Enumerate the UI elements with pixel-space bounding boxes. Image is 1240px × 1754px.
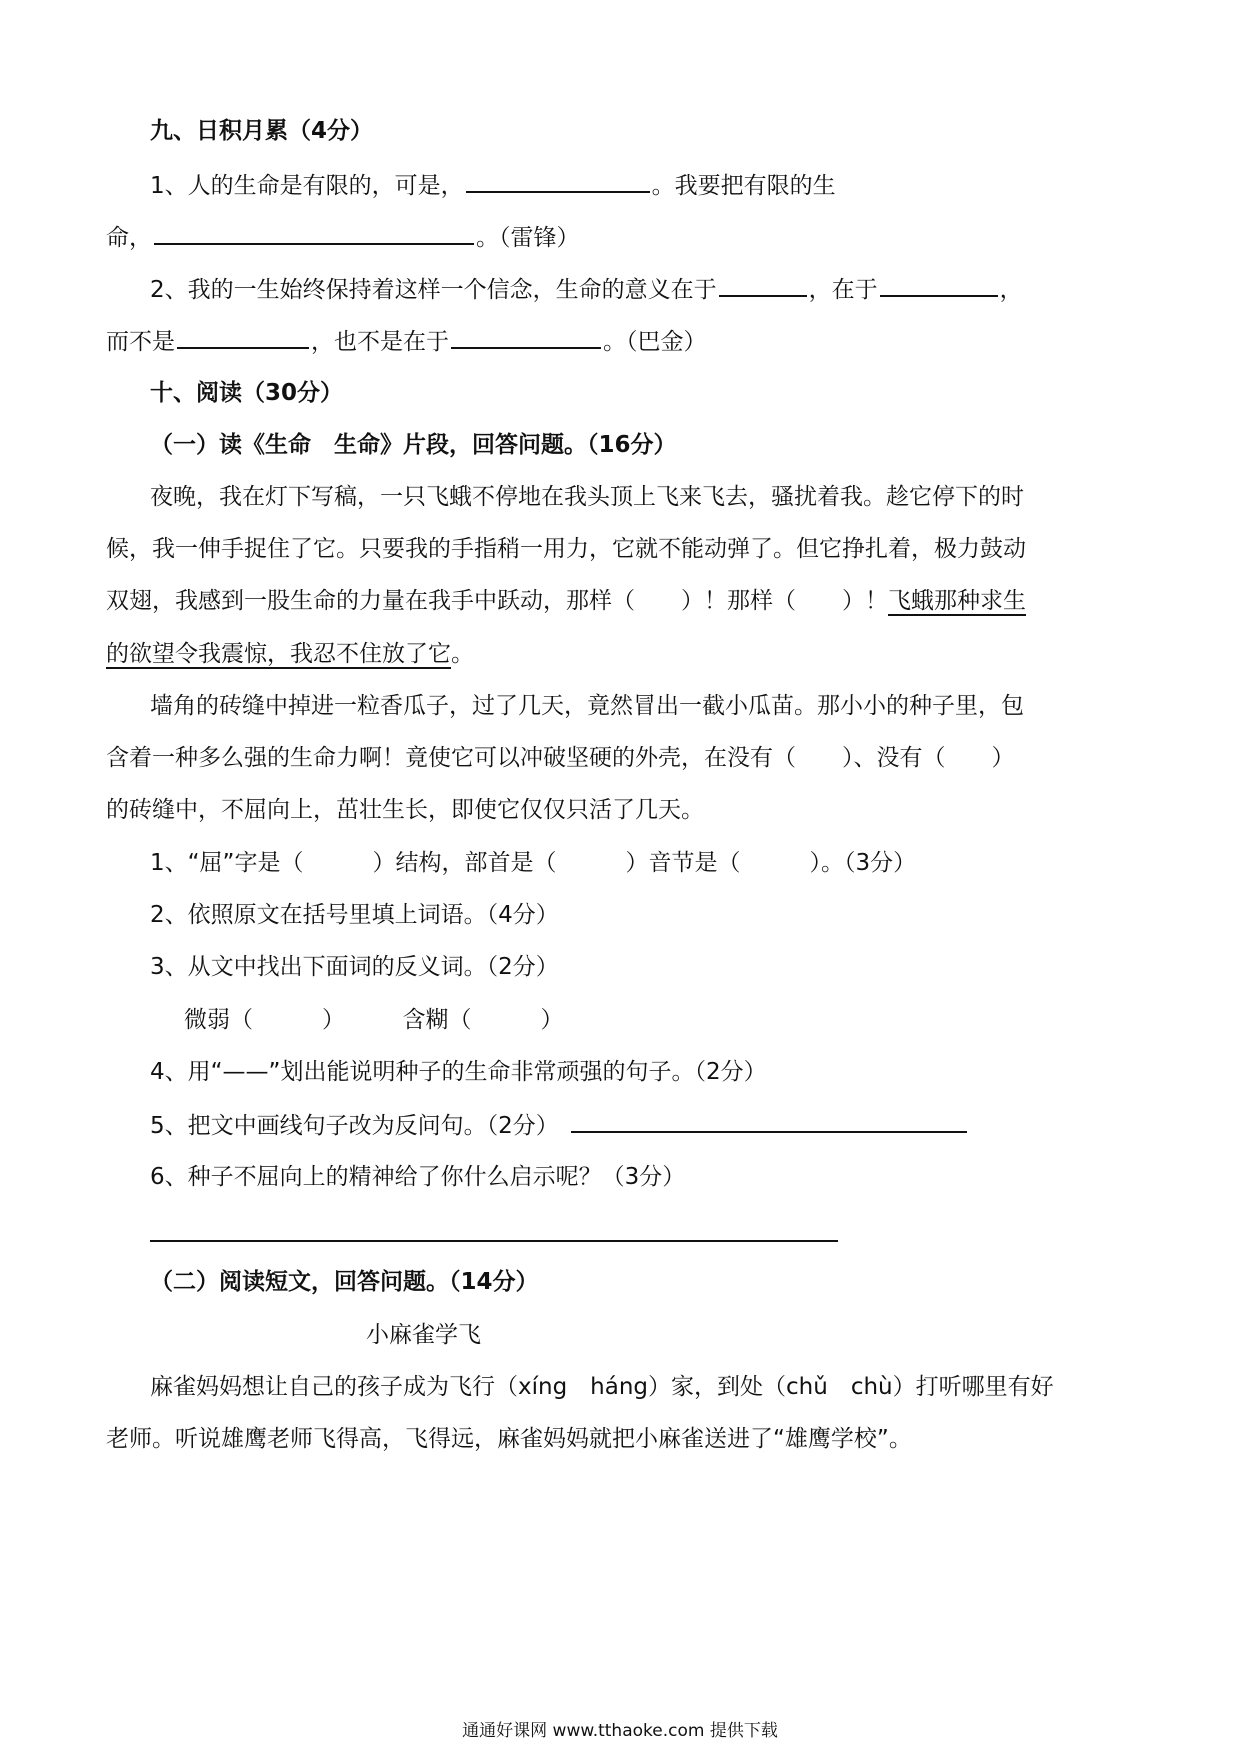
p2-line-2: 含着一种多么强的生命力啊！竟使它可以冲破坚硬的外壳，在没有（ ）、没有（ ）	[106, 745, 1015, 771]
part-1-title: （一）读《生命 生命》片段，回答问题。（16分）	[150, 432, 677, 458]
part-2-title: （二）阅读短文，回答问题。（14分）	[150, 1269, 539, 1295]
question-4: 4、用“——”划出能说明种子的生命非常顽强的句子。（2分）	[150, 1059, 767, 1085]
s9-q2-line1	[150, 273, 1023, 305]
s9-q1-blank-2[interactable]	[154, 221, 474, 245]
p2-line-1: 墙角的砖缝中掉进一粒香瓜子，过了几天，竟然冒出一截小瓜苗。那小小的种子里，包	[150, 693, 1024, 719]
p1-line-2: 候，我一伸手捉住了它。只要我的手指稍一用力，它就不能动弹了。但它挣扎着，极力鼓动	[106, 536, 1026, 562]
p1-line-1: 夜晚，我在灯下写稿，一只飞蛾不停地在我头顶上飞来飞去，骚扰着我。趁它停下的时	[150, 484, 1024, 510]
s9-q2-blank-2[interactable]	[880, 273, 998, 297]
s9-q2-text-e: ，也不是在于	[311, 329, 449, 355]
p1-line-3-text: 双翅，我感到一股生命的力量在我手中跃动，那样（ ）！那样（ ）！	[106, 588, 888, 614]
s9-q2-text-a: 2、我的一生始终保持着这样一个信念，生命的意义在于	[150, 277, 717, 303]
s9-q2-blank-1[interactable]	[719, 273, 807, 297]
question-5-answer-line[interactable]	[571, 1109, 967, 1133]
s9-q1-line1	[150, 169, 836, 201]
s9-q2-blank-4[interactable]	[451, 325, 601, 349]
question-6: 6、种子不屈向上的精神给了你什么启示呢？（3分）	[150, 1164, 686, 1190]
s9-q1-text-d: 。（雷锋）	[476, 225, 580, 251]
question-5-text: 5、把文中画线句子改为反问句。（2分）	[150, 1113, 559, 1139]
p1-line-4-end: 。	[451, 641, 474, 667]
question-6-answer-line[interactable]	[150, 1240, 838, 1242]
p2-line-3: 的砖缝中，不屈向上，茁壮生长，即使它仅仅只活了几天。	[106, 797, 704, 823]
p1-line-3	[106, 586, 1026, 616]
question-2: 2、依照原文在括号里填上词语。（4分）	[150, 902, 559, 928]
story-line-1: 麻雀妈妈想让自己的孩子成为飞行（xíng háng）家，到处（chǔ chù）打听哪里有好	[150, 1374, 1054, 1400]
question-1: 1、“屈”字是（ ）结构，部首是（ ）音节是（ ）。（3分）	[150, 850, 917, 876]
s9-q1-text-a: 1、人的生命是有限的，可是，	[150, 173, 464, 199]
story-line-2: 老师。听说雄鹰老师飞得高，飞得远，麻雀妈妈就把小麻雀送进了“雄鹰学校”。	[106, 1426, 912, 1452]
s9-q1-text-c: 命，	[106, 225, 152, 251]
question-3: 3、从文中找出下面词的反义词。（2分）	[150, 954, 559, 980]
s9-q2-line2	[106, 325, 707, 357]
underlined-sentence-part-2: 的欲望令我震惊，我忍不住放了它	[106, 641, 451, 667]
s9-q2-text-f: 。（巴金）	[603, 329, 707, 355]
s9-q2-text-b: ，在于	[808, 277, 878, 303]
question-5	[150, 1109, 969, 1141]
s9-q2-text-d: 而不是	[106, 329, 175, 355]
s9-q1-blank-1[interactable]	[466, 169, 650, 193]
s9-q1-line2	[106, 221, 580, 253]
s9-q2-text-c: ，	[999, 277, 1023, 303]
underlined-sentence-part-1: 飞蛾那种求生	[888, 588, 1026, 614]
s9-q1-text-b: 。我要把有限的生	[651, 173, 836, 199]
question-3-items: 微弱（ ） 含糊（ ）	[184, 1007, 564, 1033]
s9-q2-blank-3[interactable]	[177, 325, 309, 349]
p1-line-4	[106, 639, 474, 669]
footer: 通通好课网 www.tthaoke.com 提供下载	[462, 1721, 778, 1741]
section-9-title: 九、日积月累（4分）	[150, 118, 374, 144]
story-title: 小麻雀学飞	[366, 1322, 481, 1348]
section-10-title: 十、阅读（30分）	[150, 380, 344, 406]
